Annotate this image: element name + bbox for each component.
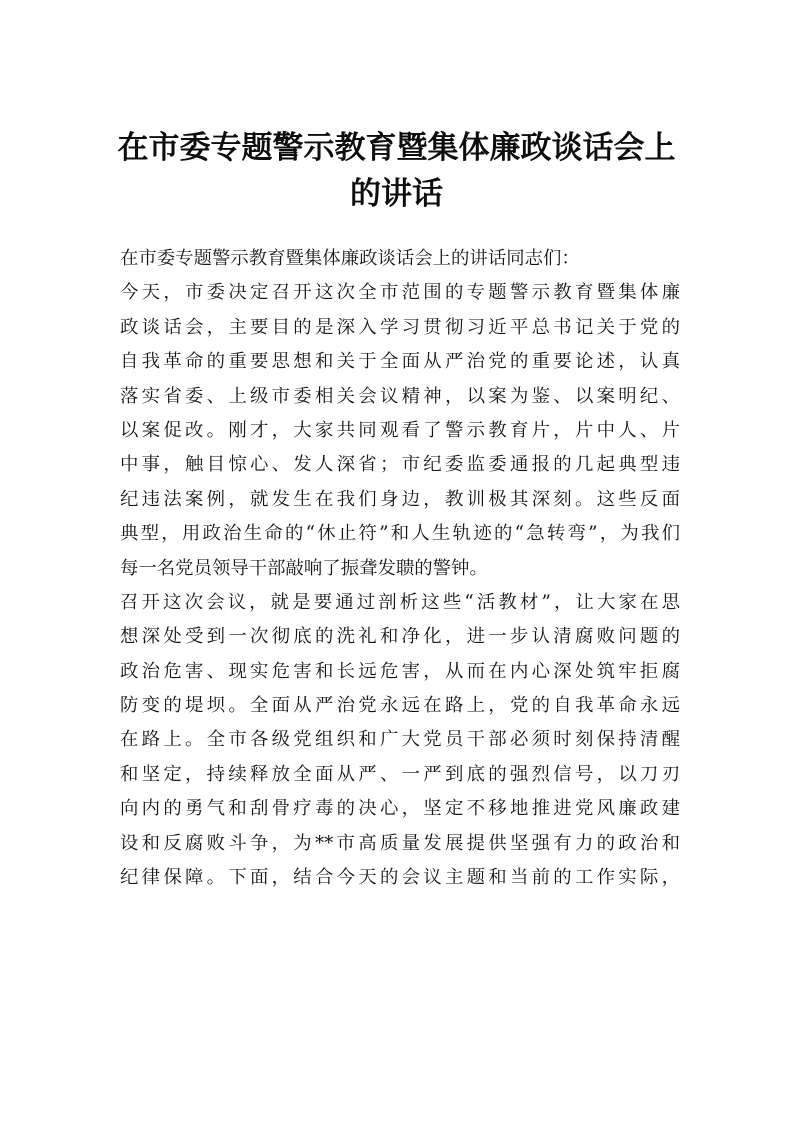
body-line: 中事，触目惊心、发人深省；市纪委监委通报的几起典型违 [120, 454, 680, 476]
body-line: 政治危害、现实危害和长远危害，从而在内心深处筑牢拒腐 [120, 660, 680, 682]
body-line: 落实省委、上级市委相关会议精神，以案为鉴、以案明纪、 [120, 385, 680, 407]
body-line: 设和反腐败斗争，为**市高质量发展提供坚强有力的政治和 [120, 832, 680, 854]
body-line: 在路上。全市各级党组织和广大党员干部必须时刻保持清醒 [120, 729, 680, 751]
body-line: 纪律保障。下面，结合今天的会议主题和当前的工作实际， [120, 867, 680, 889]
body-line: 防变的堤坝。全面从严治党永远在路上，党的自我革命永远 [120, 695, 680, 717]
document-title-line-1: 在市委专题警示教育暨集体廉政谈话会上 [117, 130, 676, 166]
document-body [120, 242, 680, 895]
body-line: 今天，市委决定召开这次全市范围的专题警示教育暨集体廉 [120, 282, 680, 304]
body-line: 召开这次会议，就是要通过剖析这些“活教材”，让大家在思 [120, 591, 680, 613]
body-line: 向内的勇气和刮骨疗毒的决心，坚定不移地推进党风廉政建 [120, 798, 680, 820]
document-title-line-2: 的讲话 [350, 176, 443, 212]
body-line: 在市委专题警示教育暨集体廉政谈话会上的讲话同志们： [120, 248, 580, 269]
body-line: 想深处受到一次彻底的洗礼和净化，进一步认清腐败问题的 [120, 626, 680, 648]
body-line: 和坚定，持续释放全面从严、一严到底的强烈信号，以刀刃 [120, 763, 680, 785]
body-line: 典型，用政治生命的“休止符”和人生轨迹的“急转弯”，为我们 [120, 523, 680, 545]
body-line: 纪违法案例，就发生在我们身边，教训极其深刻。这些反面 [120, 488, 680, 510]
body-line: 每一名党员领导干部敲响了振聋发聩的警钟。 [120, 557, 488, 579]
body-line: 政谈话会，主要目的是深入学习贯彻习近平总书记关于党的 [120, 316, 680, 338]
body-line: 以案促改。刚才，大家共同观看了警示教育片，片中人、片 [120, 419, 680, 441]
body-line: 自我革命的重要思想和关于全面从严治党的重要论述，认真 [120, 351, 680, 373]
